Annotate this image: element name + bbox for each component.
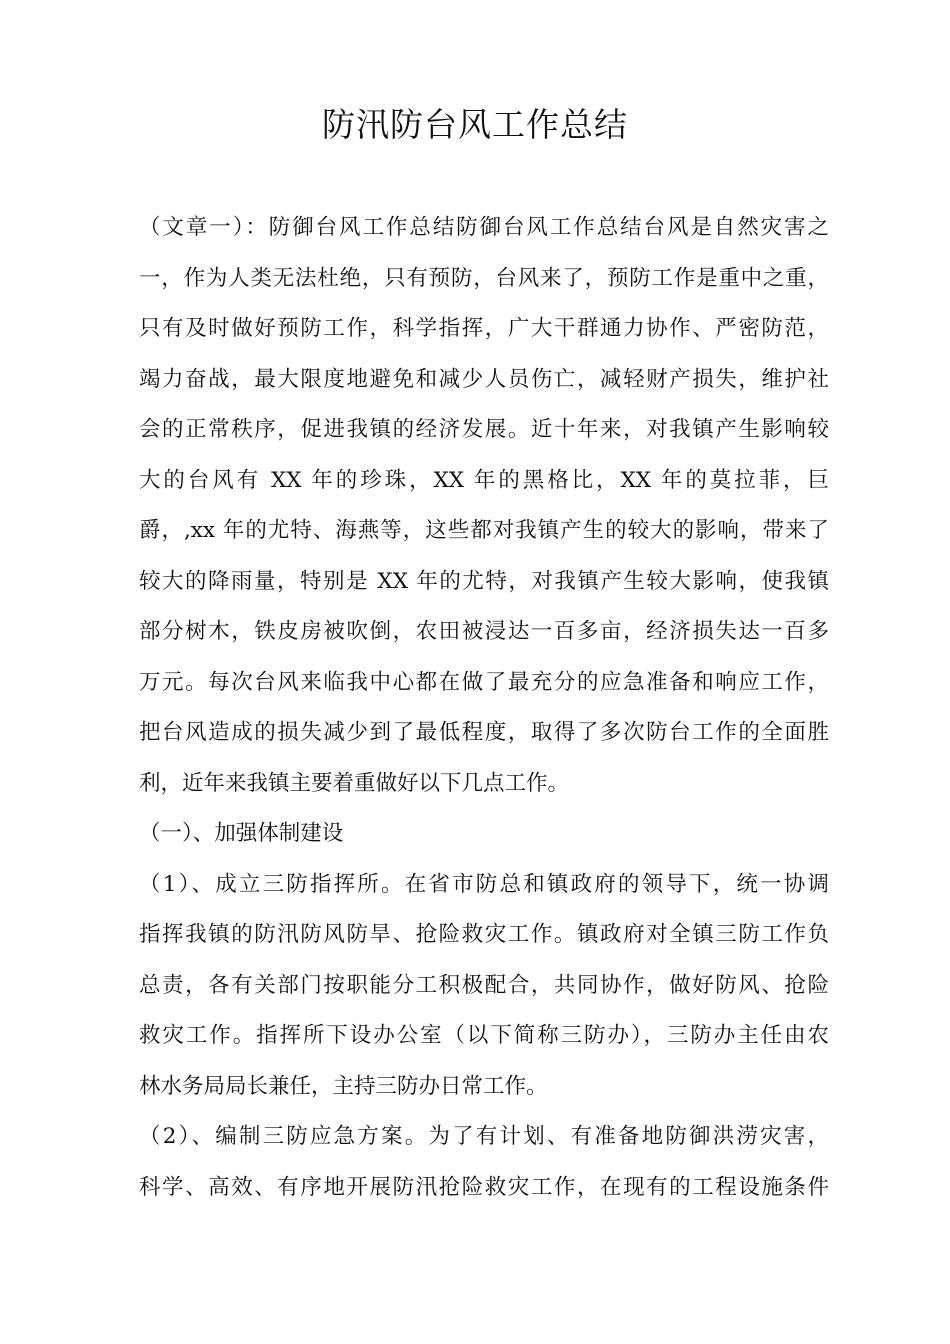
- body-line: 指挥我镇的防汛防风防旱、抢险救灾工作。镇政府对全镇三防工作负: [139, 922, 829, 947]
- document-title: 防汛防台风工作总结: [322, 105, 628, 144]
- body-line: 只有及时做好预防工作，科学指挥，广大干群通力协作、严密防范，: [139, 316, 829, 341]
- body-line: 会的正常秩序，促进我镇的经济发展。近十年来，对我镇产生影响较: [139, 417, 829, 442]
- body-line: 竭力奋战，最大限度地避免和减少人员伤亡，减轻财产损失，维护社: [139, 366, 829, 392]
- body-line: 万元。每次台风来临我中心都在做了最充分的应急准备和响应工作，: [139, 669, 829, 695]
- body-line: 部分树木，铁皮房被吹倒，农田被浸达一百多亩，经济损失达一百多: [139, 619, 829, 644]
- document-body: [139, 203, 829, 1213]
- body-line: 爵，,xx 年的尤特、海燕等，这些都对我镇产生的较大的影响，带来了: [139, 518, 829, 543]
- body-line: 科学、高效、有序地开展防汛抢险救灾工作，在现有的工程设施条件: [139, 1174, 829, 1200]
- body-line: 总责，各有关部门按职能分工积极配合，共同协作，做好防风、抢险: [139, 972, 829, 998]
- body-line: 林水务局局长兼任，主持三防办日常工作。: [139, 1073, 548, 1099]
- body-line: 大的台风有 XX 年的珍珠，XX 年的黑格比，XX 年的莫拉菲，巨: [139, 467, 829, 493]
- body-line: （2）、编制三防应急方案。为了有计划、有准备地防御洪涝灾害，: [139, 1124, 829, 1149]
- body-line: 较大的降雨量，特别是 XX 年的尤特，对我镇产生较大影响，使我镇: [139, 568, 829, 594]
- body-line: 一，作为人类无法杜绝，只有预防，台风来了，预防工作是重中之重，: [139, 265, 829, 291]
- body-line: 把台风造成的损失减少到了最低程度，取得了多次防台工作的全面胜: [139, 720, 829, 745]
- body-line: （文章一）：防御台风工作总结防御台风工作总结台风是自然灾害之: [139, 215, 829, 240]
- body-line: （1）、成立三防指挥所。在省市防总和镇政府的领导下，统一协调: [139, 871, 829, 897]
- body-line: 救灾工作。指挥所下设办公室（以下简称三防办），三防办主任由农: [139, 1023, 829, 1048]
- body-line: 利，近年来我镇主要着重做好以下几点工作。: [139, 770, 570, 796]
- body-line: （一）、加强体制建设: [139, 821, 344, 846]
